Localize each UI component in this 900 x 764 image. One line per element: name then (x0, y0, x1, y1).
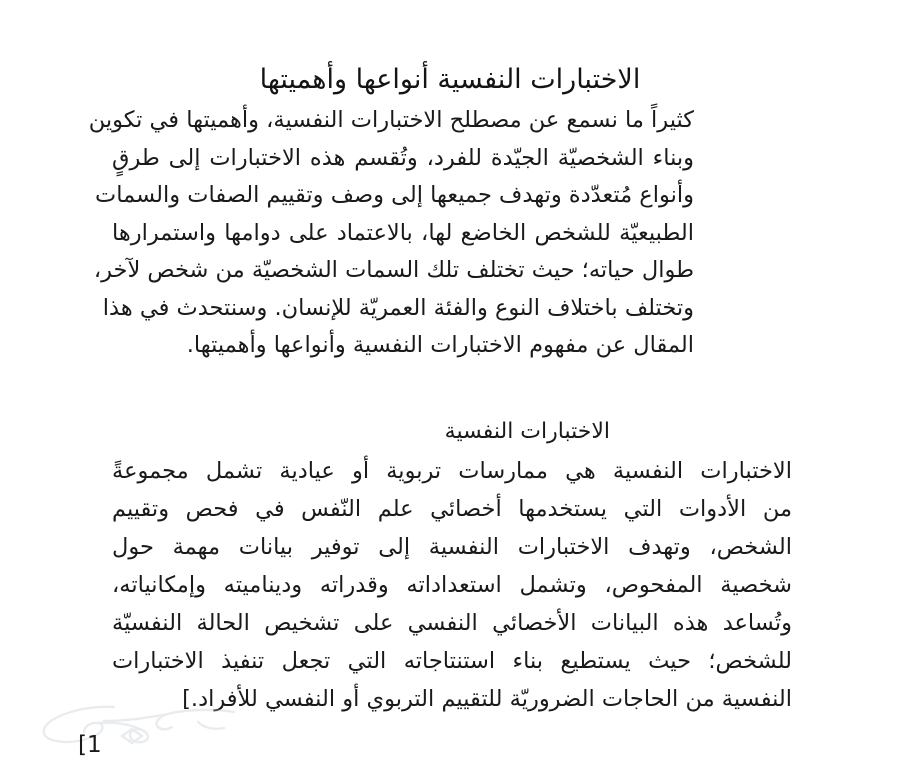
paragraph-line: كثيراً ما نسمع عن مصطلح الاختبارات النفسية، وأهميتها في تكوين (88, 107, 694, 133)
paragraph-line: وبناء الشخصيّة الجيّدة للفرد، وتُقسم هذه الاختبارات إلى طرقٍ (112, 144, 694, 171)
paragraph-line: وتُساعد هذه البيانات الأخصائي النفسي على تشخيص الحالة النفسيّة (112, 610, 792, 636)
paragraph-line: للشخص؛ حيث يستطيع بناء استنتاجاته التي تجعل تنفيذ الاختبارات (112, 648, 792, 674)
intro-paragraph (88, 102, 694, 365)
paragraph-line: وأنواع مُتعدّدة وتهدف جميعها إلى وصف وتقييم الصفات والسمات (95, 182, 694, 208)
page-title: الاختبارات النفسية أنواعها وأهميتها (259, 64, 641, 96)
paragraph-line: الاختبارات النفسية هي ممارسات تربوية أو عيادية تشمل مجموعةً (112, 458, 792, 484)
paragraph-line: من الأدوات التي يستخدمها أخصائي علم النّفس في فحص وتقييم (112, 496, 792, 522)
reference-marker: [1 (78, 732, 102, 758)
paragraph-line: شخصية المفحوص، وتشمل استعداداته وقدراته وديناميته وإمكانياته، (112, 572, 792, 598)
paragraph-line: الشخص، وتهدف الاختبارات النفسية إلى توفير بيانات مهمة حول (112, 534, 792, 560)
section-heading: الاختبارات النفسية (444, 419, 610, 445)
paragraph-line: المقال عن مفهوم الاختبارات النفسية وأنواعها وأهميتها. (186, 332, 694, 358)
definition-paragraph (112, 452, 792, 718)
paragraph-line: الطبيعيّة للشخص الخاضع لها، بالاعتماد على دوامها واستمرارها (112, 219, 694, 246)
paragraph-line: النفسية من الحاجات الضروريّة للتقييم التربوي أو النفسي للأفراد.] (182, 686, 792, 712)
paragraph-line: طوال حياته؛ حيث تختلف تلك السمات الشخصيّة من شخص لآخر، (93, 257, 694, 283)
paragraph-line: وتختلف باختلاف النوع والفئة العمريّة للإنسان. وسنتحدث في هذا (102, 294, 694, 321)
